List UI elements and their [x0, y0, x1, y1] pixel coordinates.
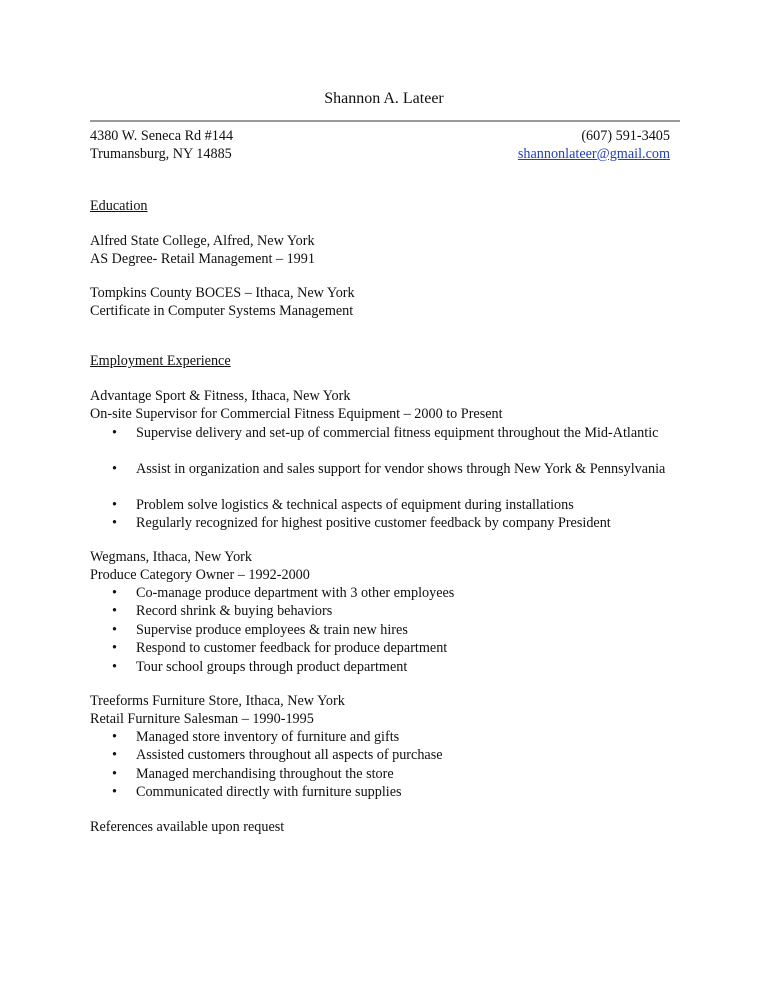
- bullet-text: Problem solve logistics & technical aspects of equipment during installations: [136, 497, 574, 513]
- bullet-icon: •: [112, 640, 117, 656]
- bullet-text: Supervise produce employees & train new hires: [136, 622, 408, 638]
- job-2-employer: Wegmans, Ithaca, New York: [90, 549, 252, 565]
- email-link[interactable]: shannonlateer@gmail.com: [517, 146, 670, 162]
- bullet-text: Supervise delivery and set-up of commercial fitness equipment throughout the Mid-Atlantic: [136, 425, 659, 441]
- education-credential-1: AS Degree- Retail Management – 1991: [90, 251, 315, 267]
- address-line-1: 4380 W. Seneca Rd #144: [90, 128, 234, 144]
- bullet-icon: •: [112, 585, 117, 601]
- education-credential-2: Certificate in Computer Systems Management: [90, 303, 354, 319]
- bullet-icon: •: [112, 461, 117, 477]
- bullet-text: Assist in organization and sales support for vendor shows through New York & Pennsylvania: [136, 461, 666, 477]
- bullet-text: Co-manage produce department with 3 other employees: [136, 585, 455, 601]
- bullet-icon: •: [112, 515, 117, 531]
- references-note: References available upon request: [90, 819, 285, 835]
- job-3-employer: Treeforms Furniture Store, Ithaca, New York: [90, 693, 345, 709]
- education-school-1: Alfred State College, Alfred, New York: [90, 233, 315, 249]
- employment-heading: Employment Experience: [90, 353, 231, 369]
- bullet-icon: •: [112, 729, 117, 745]
- candidate-name: Shannon A. Lateer: [324, 90, 444, 107]
- bullet-icon: •: [112, 747, 117, 763]
- bullet-text: Tour school groups through product department: [136, 659, 408, 675]
- bullet-text: Managed merchandising throughout the store: [136, 766, 394, 782]
- education-school-2: Tompkins County BOCES – Ithaca, New York: [90, 285, 355, 301]
- job-1-title: On-site Supervisor for Commercial Fitness Equipment – 2000 to Present: [90, 406, 503, 422]
- bullet-icon: •: [112, 622, 117, 638]
- education-heading: Education: [90, 198, 148, 214]
- bullet-icon: •: [112, 659, 117, 675]
- bullet-icon: •: [112, 603, 117, 619]
- bullet-icon: •: [112, 497, 117, 513]
- address-line-2: Trumansburg, NY 14885: [90, 146, 232, 162]
- bullet-icon: •: [112, 425, 117, 441]
- job-3-title: Retail Furniture Salesman – 1990-1995: [90, 711, 314, 727]
- bullet-text: Assisted customers throughout all aspects of purchase: [136, 747, 443, 763]
- bullet-text: Managed store inventory of furniture and gifts: [136, 729, 400, 745]
- bullet-text: Communicated directly with furniture supplies: [136, 784, 402, 800]
- bullet-text: Record shrink & buying behaviors: [136, 603, 333, 619]
- job-1-employer: Advantage Sport & Fitness, Ithaca, New York: [90, 388, 351, 404]
- bullet-text: Regularly recognized for highest positive customer feedback by company President: [136, 515, 611, 531]
- header-divider: [90, 120, 680, 122]
- phone-number: (607) 591-3405: [581, 128, 670, 144]
- job-2-title: Produce Category Owner – 1992-2000: [90, 567, 310, 583]
- bullet-icon: •: [112, 784, 117, 800]
- bullet-icon: •: [112, 766, 117, 782]
- bullet-text: Respond to customer feedback for produce department: [136, 640, 448, 656]
